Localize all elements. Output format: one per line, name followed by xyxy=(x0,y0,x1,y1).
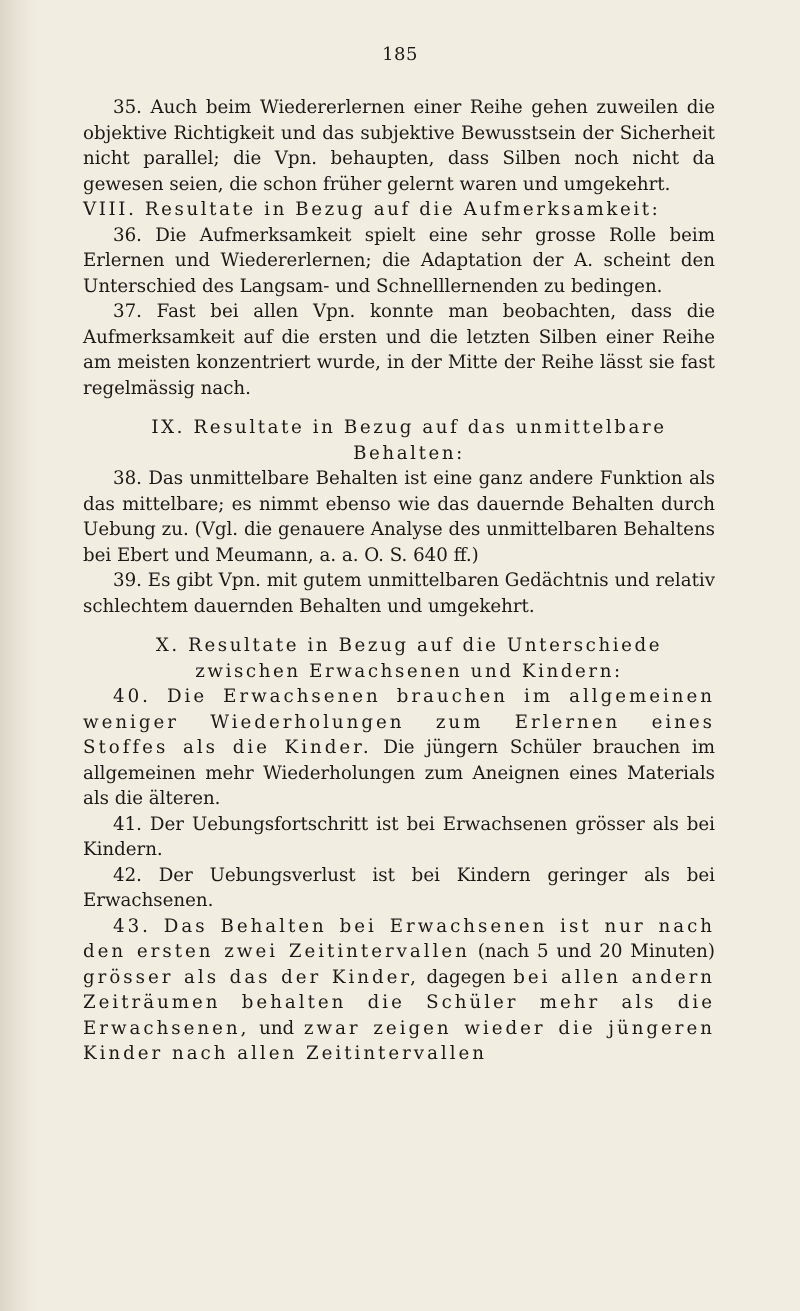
paragraph-38: 38. Das unmittelbare Behalten ist eine ganz andere Funktion als das mittelbare; es nimmt ebenso wie das dauernde Behalten durch Uebung zu. (Vgl. die genauere Analyse des unmittelbaren Behaltens bei Ebert und Meumann, a. a. O. S. 640 ff.) xyxy=(83,468,715,566)
paragraph-40-rest: Die jüngern Schüler brauchen im allgemeinen mehr Wiederholungen zum Aneignen eines Materials als die älteren. xyxy=(83,737,715,809)
paragraph-36: 36. Die Aufmerksamkeit spielt eine sehr grosse Rolle beim Erlernen und Wiedererlernen; die Adaptation der A. scheint den Unterschied des Langsam- und Schnelllernenden zu bedingen. xyxy=(83,224,715,297)
section-heading-ix-line2: Behalten: xyxy=(353,442,465,464)
paragraph-42: 42. Der Uebungsverlust ist bei Kindern geringer als bei Erwachsenen. xyxy=(83,864,715,911)
paragraph-43-emphasis-c: grösser als das der Kinder, xyxy=(83,966,419,988)
page-number: 185 xyxy=(382,44,418,65)
paragraph-43-text-f: und xyxy=(249,1017,304,1039)
paragraph-41: 41. Der Uebungsfortschritt ist bei Erwachsenen grösser als bei Kindern. xyxy=(83,813,715,860)
paragraph-43 xyxy=(83,914,715,1067)
paragraph-39: 39. Es gibt Vpn. mit gutem unmittelbaren Gedächtnis und relativ schlechtem dauernden Behalten und umgekehrt. xyxy=(83,570,715,617)
paragraph-37: 37. Fast bei allen Vpn. konnte man beobachten, dass die Aufmerksamkeit auf die ersten und die letzten Silben einer Reihe am meisten konzentriert wurde, in der Mitte der Reihe lässt sie fast regelmässig nach. xyxy=(83,301,715,399)
section-heading-x-line1: X. Resultate in Bezug auf die Unterschiede xyxy=(155,635,663,656)
section-heading-viii: VIII. Resultate in Bezug auf die Aufmerksamkeit: xyxy=(83,199,661,220)
paragraph-35: 35. Auch beim Wiedererlernen einer Reihe gehen zuweilen die objektive Richtigkeit und das subjektive Bewusstsein der Sicherheit nicht parallel; die Vpn. behaupten, dass Silben noch nicht da gewesen seien, die schon früher gelernt waren und umgekehrt. xyxy=(83,97,715,195)
paragraph-43-emphasis-g: zwar zeigen wieder die jüngeren Kinder nach allen Zeitintervallen xyxy=(83,1017,715,1064)
paragraph-40 xyxy=(83,684,715,812)
paragraph-43-text-b: (nach 5 und 20 Minuten) xyxy=(469,941,715,962)
page-body xyxy=(83,95,715,1067)
section-heading-x-line2: zwischen Erwachsenen und Kindern: xyxy=(195,660,623,682)
section-heading-x xyxy=(83,633,715,684)
paragraph-40-emphasis: 40. Die Erwachsenen brauchen im allgemeinen weniger Wiederholungen zum Erlernen eines Stoffes als die Kinder. xyxy=(83,686,715,758)
paragraph-43-emphasis-a: 43. Das Behalten bei Erwachsenen ist nur nach den ersten zwei Zeitintervallen xyxy=(83,915,715,962)
paragraph-43-emphasis-e: bei allen andern Zeiträumen behalten die Schüler mehr als die Erwachsenen, xyxy=(83,966,716,1039)
section-heading-ix-line1: IX. Resultate in Bezug auf das unmittelbare xyxy=(151,417,667,438)
paragraph-43-text-d: dagegen xyxy=(418,966,514,988)
section-heading-ix xyxy=(83,415,715,466)
